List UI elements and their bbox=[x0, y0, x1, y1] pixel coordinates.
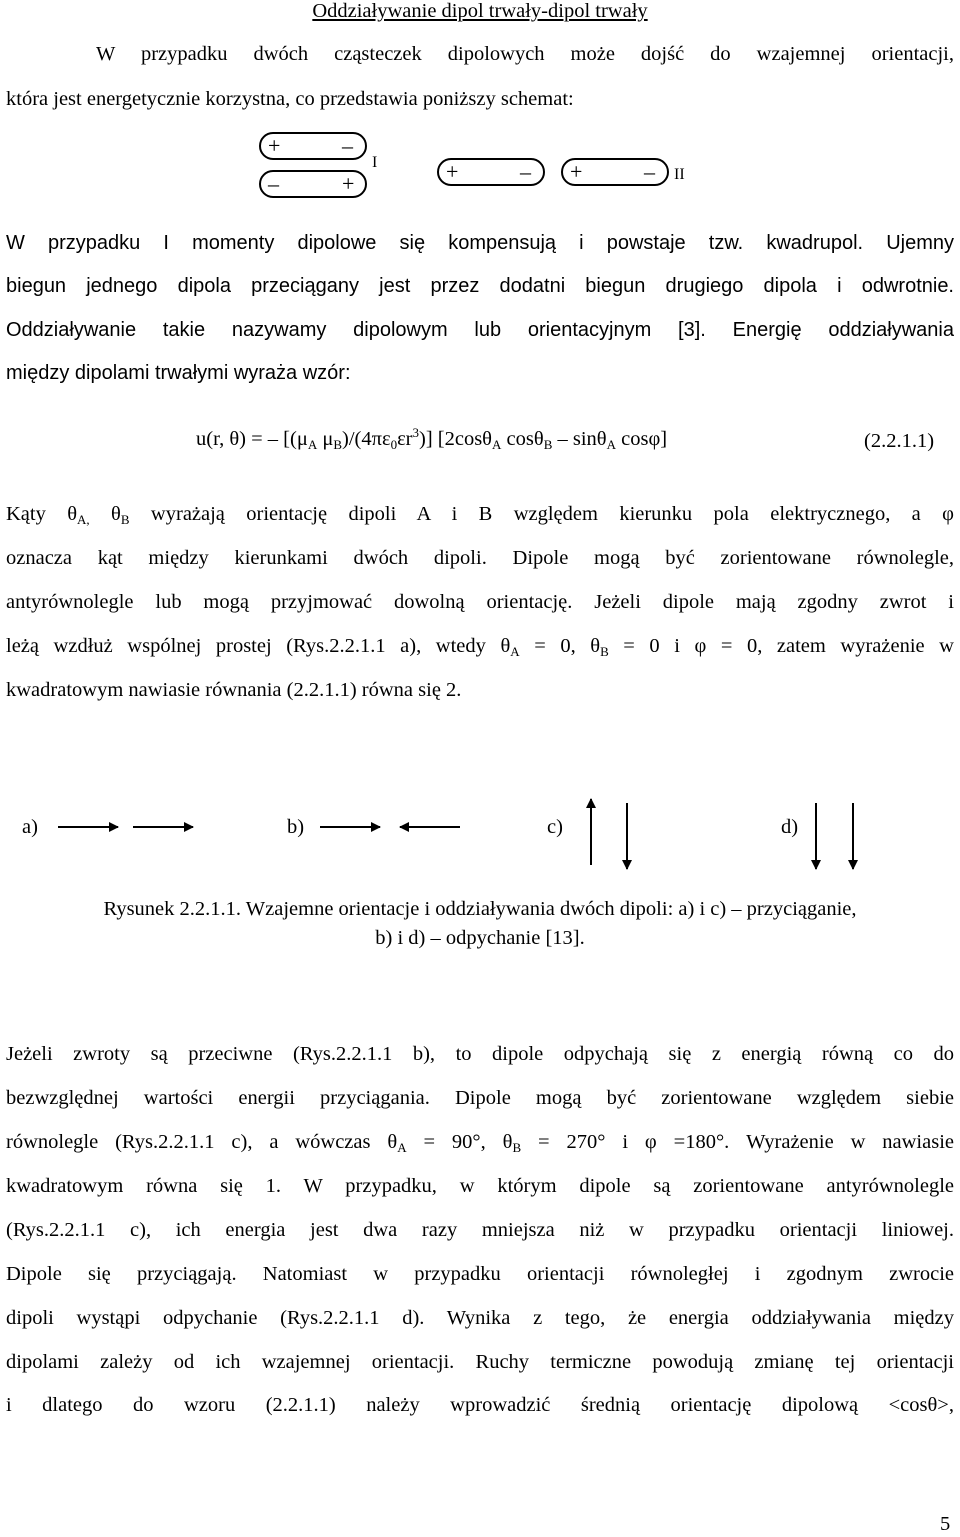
para2-line-4: leżą wzdłuż wspólnej prostej (Rys.2.2.1.1 a), wtedy $\theta_A = 0$, $\theta_B = 0$ i φ = 0, zatem wyrażenie w bbox=[6, 635, 954, 659]
dipole-scheme bbox=[250, 125, 700, 210]
para1-line-1: W przypadku I momenty dipolowe się kompensują i powstaje tzw. kwadrupol. Ujemny bbox=[6, 232, 954, 254]
figure-label-b: b) bbox=[287, 816, 305, 838]
equation-number: (2.2.1.1) bbox=[864, 430, 935, 452]
intro-line-1: W przypadku dwóch cząsteczek dipolowych może dojść do wzajemnej orientacji, bbox=[96, 43, 954, 65]
scheme-label-i: I bbox=[372, 154, 378, 171]
figure-caption-line-1: Rysunek 2.2.1.1. Wzajemne orientacje i oddziaływania dwóch dipoli: a) i c) – przyciąganie, bbox=[103, 898, 857, 920]
energy-equation: u(r, θ) = – [($\mu_A$ $\mu_B)/(4\pi\varepsilon_0\varepsilon r^3)$] [2cosθ$_A$ cosθ$_B$ – sinθ$_A$ cosφ] bbox=[196, 425, 668, 452]
para2-line-3: antyrównolegle lub mogą przyjmować dowolną orientację. Jeżeli dipole mają zgodny zwrot i bbox=[6, 591, 954, 613]
intro-line-2: która jest energetycznie korzystna, co przedstawia poniższy schemat: bbox=[6, 88, 574, 110]
page-title: Oddziaływanie dipol trwały-dipol trwały bbox=[312, 0, 648, 22]
minus-sign: – bbox=[520, 159, 531, 184]
minus-sign: – bbox=[644, 159, 655, 184]
para1-line-2: biegun jednego dipola przeciągany jest przez dodatni biegun drugiego dipola i odwrotnie. bbox=[6, 275, 954, 297]
para3-line-8: dipolami zależy od ich wzajemnej orientacji. Ruchy termiczne powodują zmianę tej orientacji bbox=[6, 1351, 954, 1373]
para1-line-3: Oddziaływanie takie nazywamy dipolowym lub orientacyjnym [3]. Energię oddziaływania bbox=[6, 319, 954, 341]
minus-sign: – bbox=[342, 133, 353, 158]
para2-line-2: oznacza kąt między kierunkami dwóch dipoli. Dipole mogą być zorientowane równolegle, bbox=[6, 547, 954, 569]
para3-line-1: Jeżeli zwroty są przeciwne (Rys.2.2.1.1 b), to dipole odpychają się z energią równą co do bbox=[6, 1043, 954, 1065]
figure-label-d: d) bbox=[781, 816, 799, 838]
plus-sign: + bbox=[342, 171, 355, 196]
minus-sign: – bbox=[268, 171, 279, 196]
para3-line-6: Dipole się przyciągają. Natomiast w przypadku orientacji równoległej i zgodnym zwrocie bbox=[6, 1263, 954, 1285]
para3-line-2: bezwzględnej wartości energii przyciągania. Dipole mogą być zorientowane względem siebie bbox=[6, 1087, 954, 1109]
figure-caption-line-2: b) i d) – odpychanie [13]. bbox=[375, 927, 585, 949]
para3-line-7: dipoli wystąpi odpychanie (Rys.2.2.1.1 d). Wynika z tego, że energia oddziaływania między bbox=[6, 1307, 954, 1329]
plus-sign: + bbox=[446, 159, 459, 184]
page-number: 5 bbox=[940, 1513, 951, 1535]
para3-line-5: (Rys.2.2.1.1 c), ich energia jest dwa razy mniejsza niż w przypadku orientacji liniowej. bbox=[6, 1219, 954, 1241]
para3-line-4: kwadratowym równa się 1. W przypadku, w którym dipole są zorientowane antyrównolegle bbox=[6, 1175, 954, 1197]
para3-line-3: równolegle (Rys.2.2.1.1 c), a wówczas $\theta_A = 90^\circ$, $\theta_B = 270^\circ$ i φ =180°. Wyrażenie w nawiasie bbox=[6, 1131, 954, 1155]
figure-label-a: a) bbox=[22, 816, 38, 838]
figure-label-c: c) bbox=[547, 816, 563, 838]
para1-line-4: między dipolami trwałymi wyraża wzór: bbox=[6, 362, 351, 384]
plus-sign: + bbox=[570, 159, 583, 184]
para2-line-1: Kąty $\theta_{A,}$ $\theta_B$ wyrażają orientację dipoli A i B względem kierunku pola elektrycznego, a φ bbox=[6, 503, 954, 527]
scheme-label-ii: II bbox=[674, 166, 685, 183]
plus-sign: + bbox=[268, 133, 281, 158]
para2-line-5: kwadratowym nawiasie równania (2.2.1.1) równa się 2. bbox=[6, 679, 462, 701]
dipole-orientation-figure bbox=[0, 795, 960, 885]
para3-line-9: i dlatego do wzoru (2.2.1.1) należy wprowadzić średnią orientację dipolową <cosθ>, bbox=[6, 1394, 954, 1416]
